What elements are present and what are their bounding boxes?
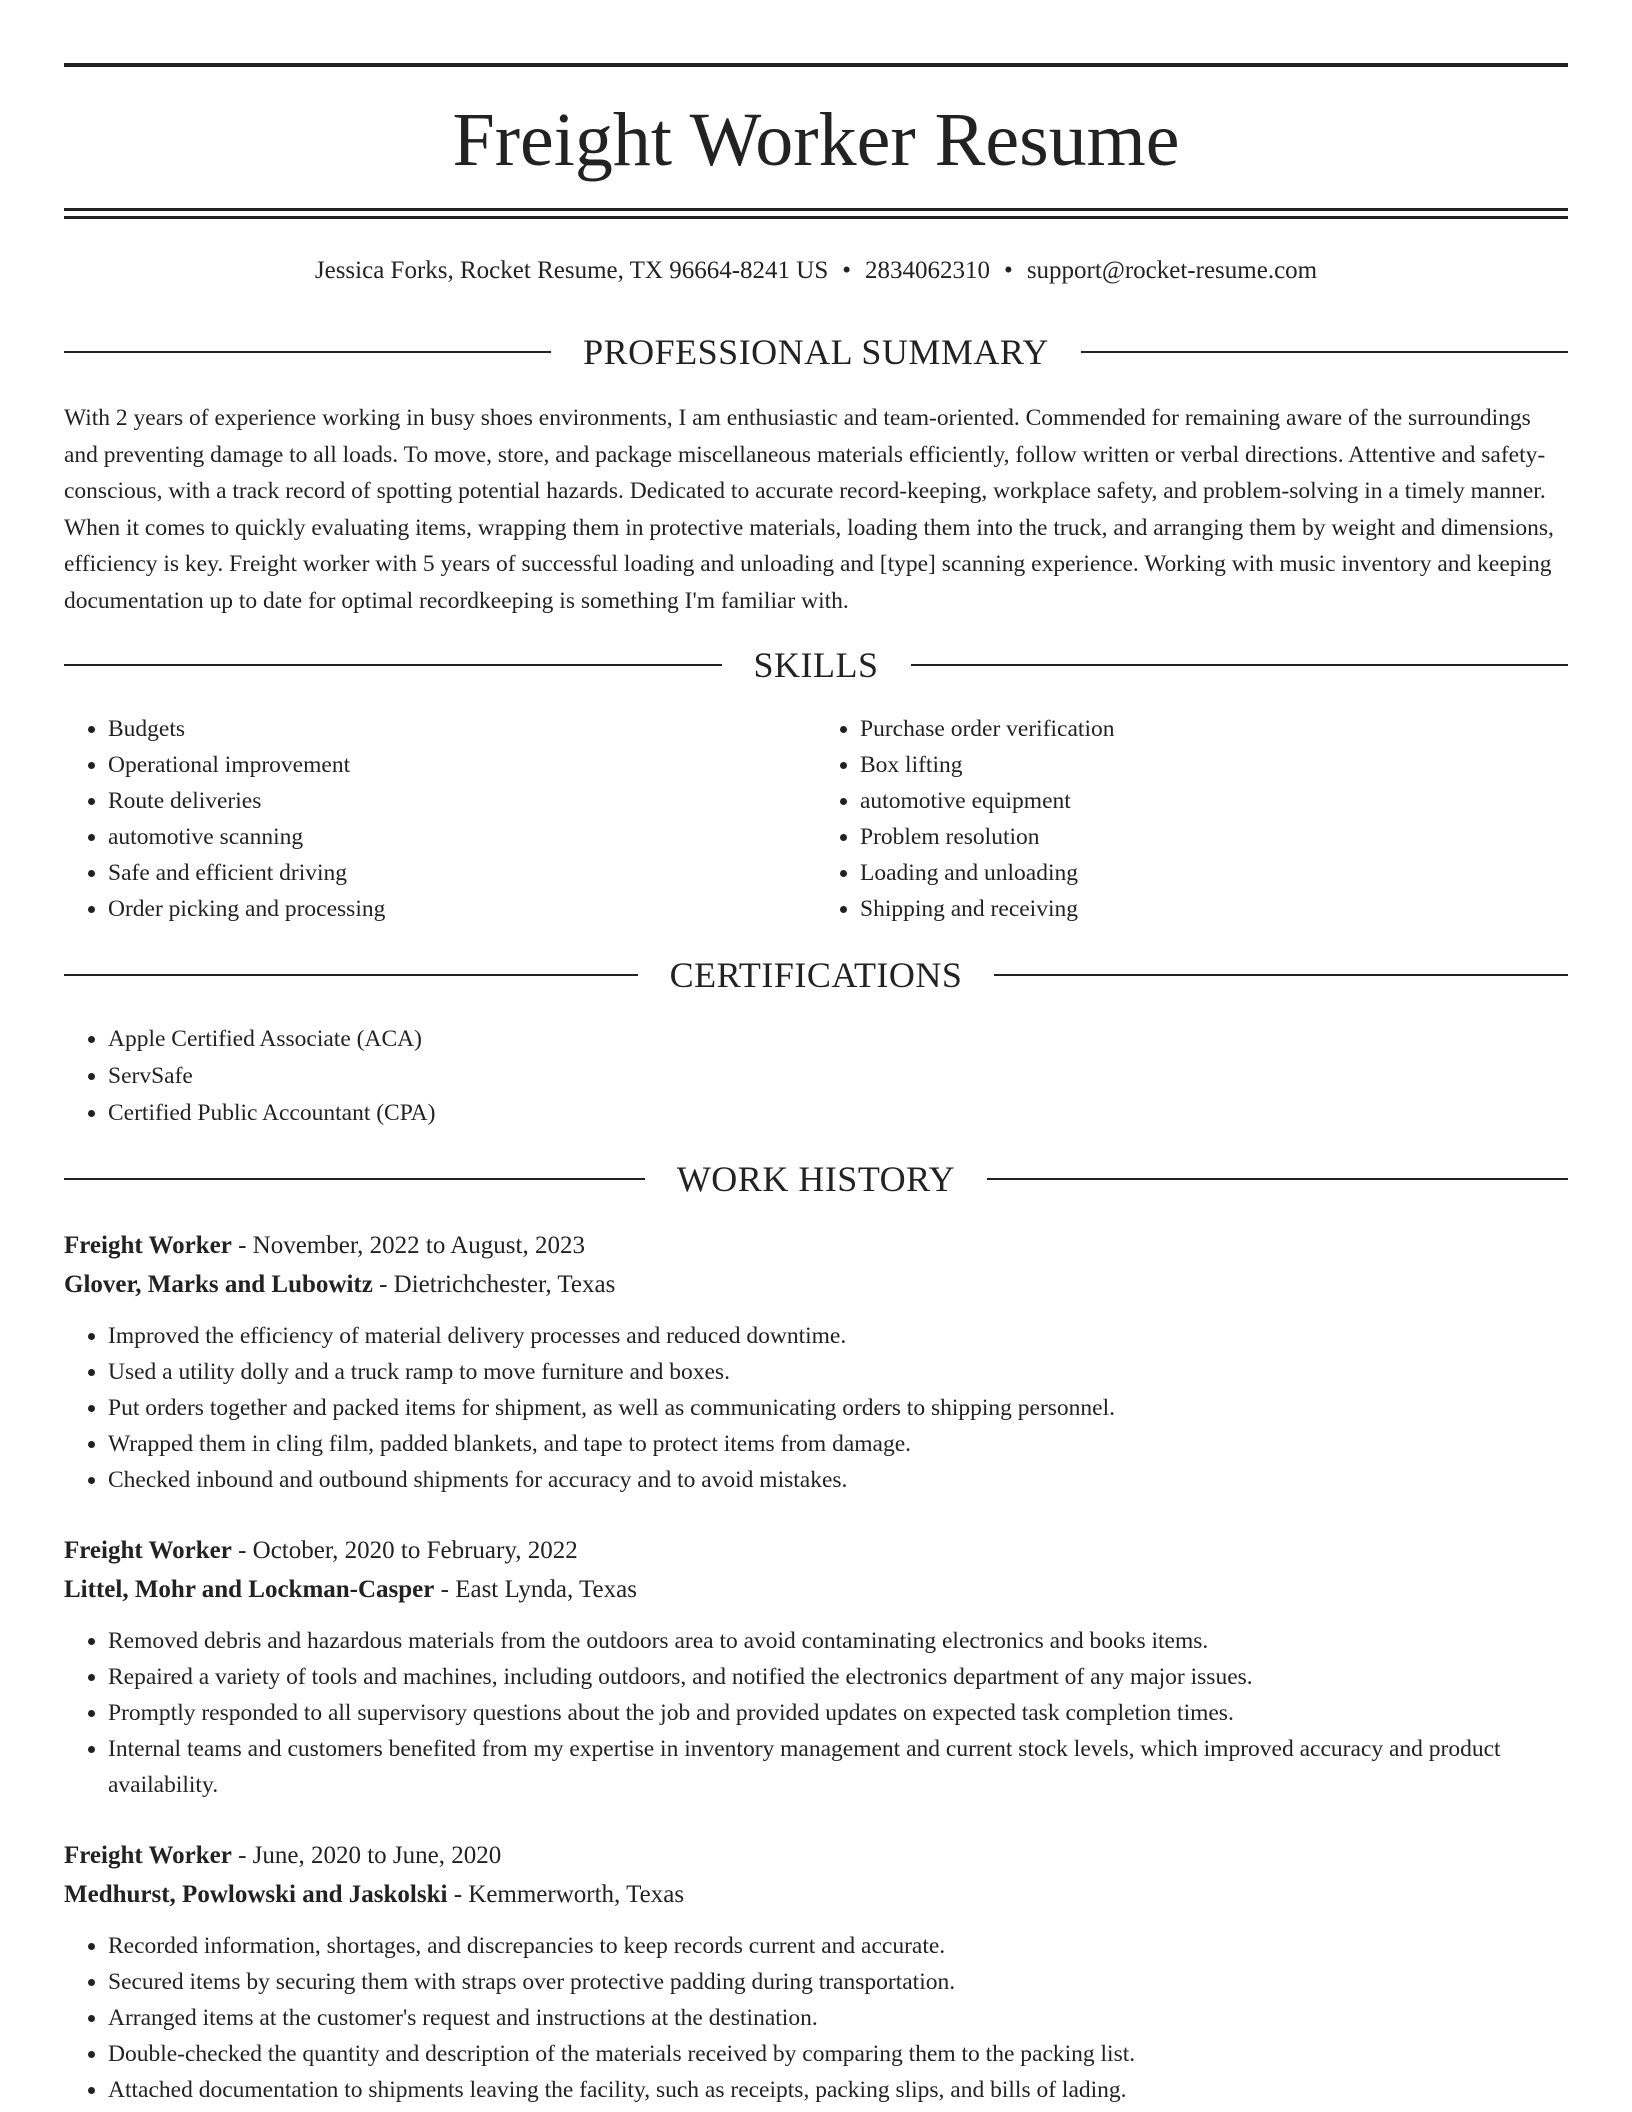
heading-rule <box>64 1178 645 1180</box>
job-title-line <box>64 1531 1568 1570</box>
skill-item: • Order picking and processing <box>108 891 816 927</box>
job-dates: - June, 2020 to June, 2020 <box>231 1842 502 1869</box>
job-company: Glover, Marks and Lubowitz <box>64 1271 373 1298</box>
skill-item: • Box lifting <box>860 747 1568 783</box>
job-dates: - November, 2022 to August, 2023 <box>231 1232 585 1259</box>
certification-item: • Apple Certified Associate (ACA) <box>108 1021 1568 1058</box>
job-location: - Kemmerworth, Texas <box>447 1881 685 1908</box>
heading-rule <box>64 351 551 353</box>
skill-item: • Budgets <box>108 711 816 747</box>
summary-text: With 2 years of experience working in busy shoes environments, I am enthusiastic and team-oriented. Commended for remaining aware of the surroundings and preventing damage to all loads. To move, store, and package miscellaneous materials efficiently, follow written or verbal directions. Attentive and safety-conscious, with a track record of spotting potential hazards. Dedicated to accurate record-keeping, workplace safety, and problem-solving in a timely manner. When it comes to quickly evaluating items, wrapping them in protective materials, loading them into the truck, and arranging them by weight and dimensions, efficiency is key. Freight worker with 5 years of successful loading and unloading and [type] scanning experience. Working with music inventory and keeping documentation up to date for optimal recordkeeping is something I'm familiar with. <box>64 405 1554 614</box>
skill-item: • Purchase order verification <box>860 711 1568 747</box>
skill-item: • automotive scanning <box>108 819 816 855</box>
certification-item: • ServSafe <box>108 1058 1568 1095</box>
skill-item: • Shipping and receiving <box>860 891 1568 927</box>
job-entry <box>64 1531 1568 1803</box>
certifications-list <box>64 1021 1568 1132</box>
skills-heading <box>64 643 1568 687</box>
job-bullet: • Secured items by securing them with straps over protective padding during transportation. <box>108 1964 1568 2000</box>
contact-separator: • <box>842 257 852 284</box>
job-dates: - October, 2020 to February, 2022 <box>231 1537 578 1564</box>
job-bullet: • Checked inbound and outbound shipments for accuracy and to avoid mistakes. <box>108 1462 1568 1498</box>
job-company-line <box>64 1875 1568 1914</box>
summary-heading <box>64 330 1568 374</box>
job-bullet: • Improved the efficiency of material delivery processes and reduced downtime. <box>108 1318 1568 1354</box>
job-bullet: • Used a utility dolly and a truck ramp to move furniture and boxes. <box>108 1354 1568 1390</box>
job-bullet: • Arranged items at the customer's request and instructions at the destination. <box>108 2000 1568 2036</box>
top-rule <box>64 63 1568 67</box>
job-title-line <box>64 1226 1568 1265</box>
job-bullet: • Put orders together and packed items for shipment, as well as communicating orders to shipping personnel. <box>108 1390 1568 1426</box>
certifications-heading-label: CERTIFICATIONS <box>669 955 963 995</box>
summary-heading-label: PROFESSIONAL SUMMARY <box>583 332 1049 372</box>
heading-rule <box>64 974 638 976</box>
page-title: Freight Worker Resume <box>452 98 1180 182</box>
skill-item: • Loading and unloading <box>860 855 1568 891</box>
job-bullet: • Attached documentation to shipments leaving the facility, such as receipts, packing slips, and bills of lading. <box>108 2072 1568 2108</box>
job-bullet: • Internal teams and customers benefited from my expertise in inventory management and current stock levels, which improved accuracy and product availability. <box>108 1731 1568 1803</box>
heading-rule <box>911 664 1569 666</box>
job-entry <box>64 1836 1568 2108</box>
heading-rule <box>1081 351 1568 353</box>
skill-item: • Safe and efficient driving <box>108 855 816 891</box>
heading-rule <box>987 1178 1568 1180</box>
contact-phone: 2834062310 <box>865 257 991 284</box>
contact-separator: • <box>1004 257 1013 284</box>
contact-line <box>64 254 1568 288</box>
job-role: Freight Worker <box>64 1232 232 1259</box>
certification-item: • Certified Public Accountant (CPA) <box>108 1095 1568 1132</box>
skills-heading-label: SKILLS <box>753 645 879 685</box>
work-history-heading-label: WORK HISTORY <box>676 1159 956 1199</box>
skills-list <box>64 711 1568 927</box>
job-bullet: • Wrapped them in cling film, padded blankets, and tape to protect items from damage. <box>108 1426 1568 1462</box>
job-role: Freight Worker <box>64 1842 232 1869</box>
contact-address: Jessica Forks, Rocket Resume, TX 96664-8241 US <box>314 257 829 284</box>
skill-item: • Operational improvement <box>108 747 816 783</box>
job-company-line <box>64 1570 1568 1609</box>
job-bullet: • Repaired a variety of tools and machines, including outdoors, and notified the electronics department of any major issues. <box>108 1659 1568 1695</box>
work-history-heading <box>64 1157 1568 1201</box>
job-role: Freight Worker <box>64 1537 232 1564</box>
skill-item: • Problem resolution <box>860 819 1568 855</box>
skills-column-left <box>64 711 816 927</box>
job-bullet: • Promptly responded to all supervisory questions about the job and provided updates on expected task completion times. <box>108 1695 1568 1731</box>
skill-item: • Route deliveries <box>108 783 816 819</box>
job-company: Medhurst, Powlowski and Jaskolski <box>64 1881 448 1908</box>
job-entry <box>64 1226 1568 1498</box>
job-bullet: • Recorded information, shortages, and discrepancies to keep records current and accurate. <box>108 1928 1568 1964</box>
job-company-line <box>64 1265 1568 1304</box>
job-title-line <box>64 1836 1568 1875</box>
job-bullet: • Double-checked the quantity and description of the materials received by comparing them to the packing list. <box>108 2036 1568 2072</box>
job-location: - Dietrichchester, Texas <box>372 1271 616 1298</box>
heading-rule <box>64 664 722 666</box>
job-company: Littel, Mohr and Lockman-Casper <box>64 1576 435 1603</box>
skill-item: • automotive equipment <box>860 783 1568 819</box>
certifications-heading <box>64 953 1568 997</box>
skills-column-right <box>816 711 1568 927</box>
contact-email: support@rocket-resume.com <box>1026 257 1318 284</box>
job-bullet: • Removed debris and hazardous materials from the outdoors area to avoid contaminating electronics and books items. <box>108 1623 1568 1659</box>
heading-rule <box>994 974 1568 976</box>
title-double-rule <box>64 208 1568 219</box>
job-location: - East Lynda, Texas <box>434 1576 637 1603</box>
